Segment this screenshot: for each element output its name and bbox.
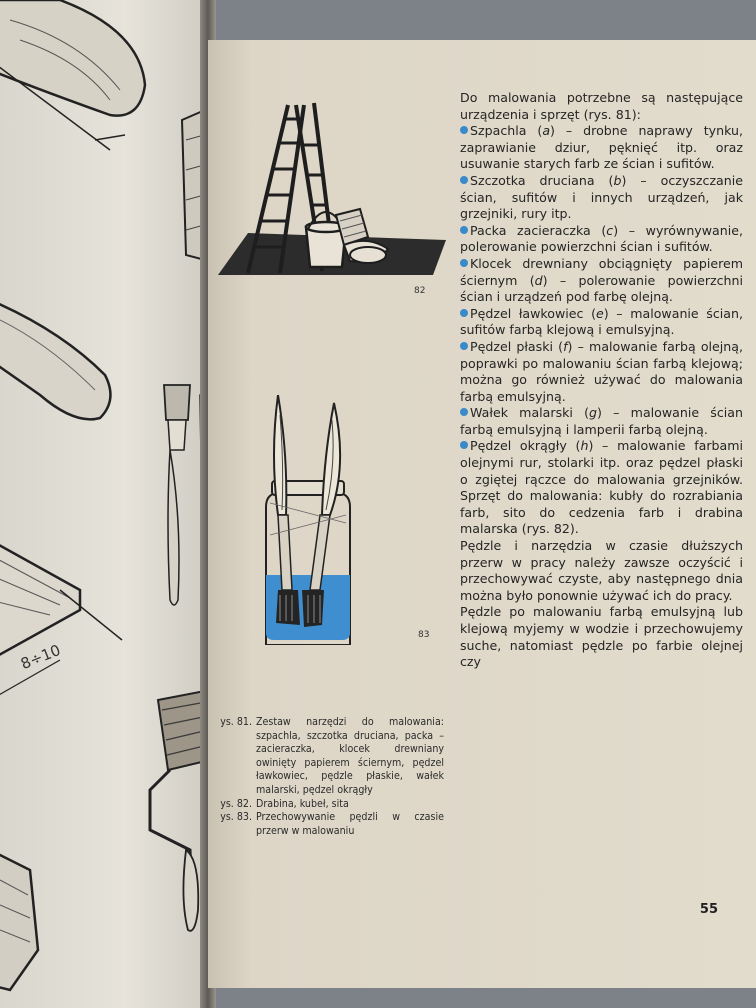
intro-paragraph: Do malowania potrzebne są następujące urządzenia i sprzęt (rys. 81):: [460, 90, 743, 122]
bullet-icon: [460, 259, 468, 267]
caption-81-label: ys. 81.: [220, 716, 252, 728]
ladder-bucket-illustration: [218, 95, 446, 280]
bullet-icon: [460, 408, 468, 416]
bullet-icon: [460, 126, 468, 134]
caption-81: [208, 716, 444, 798]
left-page-tools-illustration: [0, 0, 210, 1008]
brushes-jar-illustration: [258, 395, 358, 645]
dimension-label: 8÷10: [18, 640, 64, 674]
figure-83-number: 83: [418, 630, 430, 640]
list-item: Wałek malarski (g) – malowanie ścian farbą emulsyjną i lamperii farbą olejną.: [460, 405, 743, 437]
left-page: [0, 0, 210, 1008]
caption-83-label: ys. 83.: [220, 811, 252, 824]
figure-captions: [208, 716, 444, 838]
list-item: Packa zacieraczka (c) – wyrównywanie, polerowanie powierzchni ścian i sufitów.: [460, 222, 743, 255]
caption-82-label: ys. 82.: [220, 797, 252, 810]
caption-81-text: Zestaw narzędzi do malowania: szpachla, szczotka druciana, packa – zacieraczka, klocek drewniany owinięty papierem ściernym, pędzel ławkowiec, pędzle płaskie, wałek malarski, pędzel okrągły: [256, 716, 444, 796]
page-number: 55: [699, 902, 718, 917]
list-item: Pędzel płaski (f) – malowanie farbą olejną, poprawki po malowaniu ścian farbą klejową; można go również używać do malowania farbą emulsyjną.: [460, 338, 743, 404]
bullet-icon: [460, 176, 468, 184]
paragraph: Pędzle i narzędzia w czasie dłuższych przerw w pracy należy zawsze oczyścić i przechowywać czyste, aby następnego dnia można było ponownie używać ich do pracy.: [460, 538, 743, 603]
bullet-icon: [460, 441, 468, 449]
bullet-icon: [460, 342, 468, 350]
caption-83: [208, 811, 444, 838]
figure-82-number: 82: [414, 286, 426, 296]
bullet-icon: [460, 226, 468, 234]
right-page: [208, 40, 756, 988]
paragraph: Pędzle po malowaniu farbą emulsyjną lub klejową myjemy w wodzie i przechowujemy suche, natomiast pędzle po farbie olejnej czy: [460, 604, 743, 670]
list-item: Szczotka druciana (b) – oczyszczanie ścian, sufitów i innych urządzeń, jak grzejniki, rury itp.: [460, 172, 744, 222]
caption-83-text: Przechowywanie pędzli w czasie przerw w malowaniu: [256, 811, 444, 837]
bullet-icon: [460, 309, 468, 317]
caption-82-text: Drabina, kubeł, sita: [256, 797, 349, 810]
list-item: Pędzel okrągły (h) – malowanie farbami olejnymi rur, stolarki itp. oraz pędzel płaski o zgiętej rączce do malowania grzejników. Sprzęt do malowania: kubły do rozrabiania farb, sito do cedzenia farb i drabina malarska (rys. 82).: [460, 438, 744, 537]
list-item: Pędzel ławkowiec (e) – malowanie ścian, sufitów farbą klejową i emulsyjną.: [460, 305, 743, 338]
list-item: Klocek drewniany obciągnięty papierem ściernym (d) – polerowanie powierzchni ścian i urządzeń pod farbę olejną.: [460, 255, 743, 305]
body-text: [460, 90, 743, 671]
caption-82: [208, 798, 444, 812]
list-item: Szpachla (a) – drobne naprawy tynku, zaprawianie dziur, pęknięć itp. oraz usuwanie starych farb ze ścian i sufitów.: [460, 123, 744, 172]
